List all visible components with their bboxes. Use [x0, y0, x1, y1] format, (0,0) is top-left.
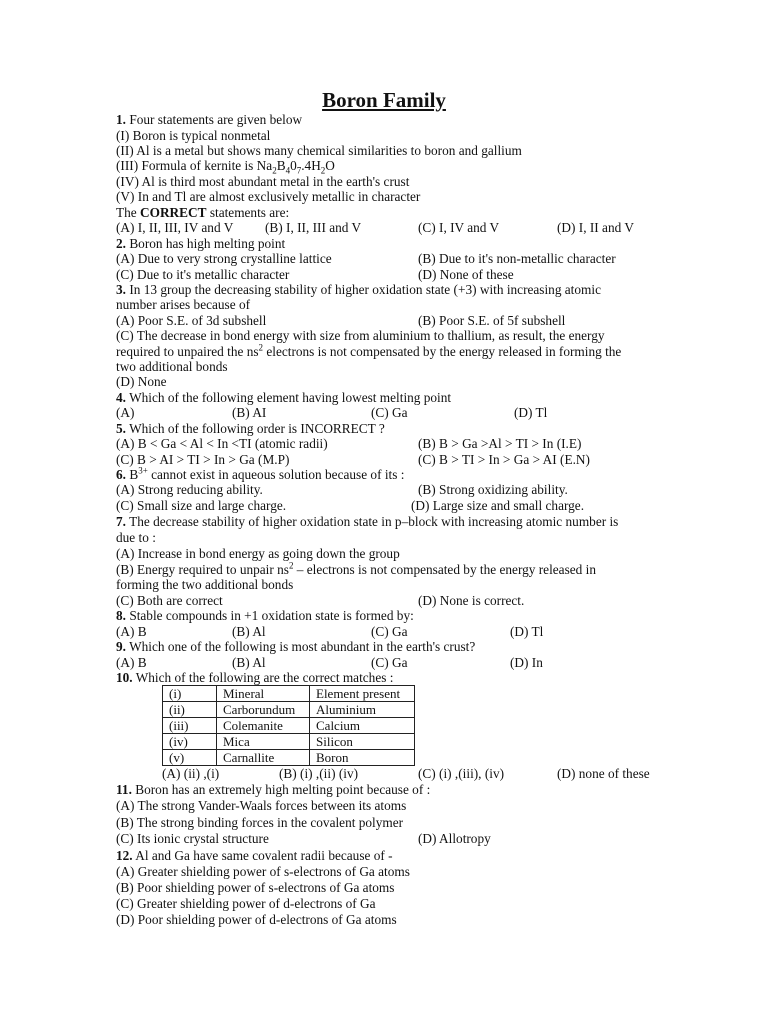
- option-a: (A) Increase in bond energy as going down the group: [116, 546, 400, 561]
- table-cell: Element present: [310, 686, 415, 702]
- question-1-ask: The CORRECT statements are:: [116, 205, 290, 220]
- table-cell: (i): [163, 686, 217, 702]
- option-a: (A): [116, 405, 135, 420]
- option-d: (D) Large size and small charge.: [411, 498, 585, 513]
- statement-5: (V) In and Tl are almost exclusively metallic in character: [116, 189, 421, 204]
- option-b: (B) Energy required to unpair $ns^2$ – electrons is not compensated by the energy released in: [116, 560, 596, 577]
- question-11-stem: 11. Boron has an extremely high melting point because of :: [116, 782, 431, 797]
- option-d: (D) In: [510, 655, 543, 670]
- question-8-stem: 8. Stable compounds in +1 oxidation state is formed by:: [116, 608, 414, 623]
- question-9-stem: 9. Which one of the following is most abundant in the earth's crust?: [116, 639, 476, 654]
- option-b: (B) Strong oxidizing ability.: [418, 482, 568, 497]
- option-c: (C) B > AI > TI > In > Ga (M.P): [116, 452, 290, 467]
- option-d: (D) Tl: [510, 624, 544, 639]
- option-b: (B) Poor S.E. of 5f subshell: [418, 313, 566, 328]
- question-4-stem: 4. Which of the following element having lowest melting point: [116, 390, 452, 405]
- option-a: (A) Greater shielding power of s-electrons of Ga atoms: [116, 864, 410, 879]
- table-row: [163, 702, 415, 718]
- option-b: (B) AI: [232, 405, 267, 420]
- question-1-stem: [116, 112, 302, 128]
- table-cell: Carborundum: [217, 702, 310, 718]
- question-2-stem: 2. Boron has high melting point: [116, 236, 286, 251]
- table-cell: (iii): [163, 718, 217, 734]
- option-a: (A) B: [116, 624, 147, 639]
- table-row: [163, 750, 415, 766]
- matching-table: [162, 685, 415, 766]
- page-title: Boron Family: [322, 88, 446, 112]
- option-a: (A) B: [116, 655, 147, 670]
- option-d: (D) Tl: [514, 405, 548, 420]
- option-c: (C) Ga: [371, 405, 408, 420]
- table-cell: Boron: [310, 750, 415, 766]
- table-cell: (iv): [163, 734, 217, 750]
- option-c: (C) Small size and large charge.: [116, 498, 287, 513]
- table-row: [163, 734, 415, 750]
- table-cell: (v): [163, 750, 217, 766]
- option-c: (C) I, IV and V: [418, 220, 500, 235]
- option-d: (D) Poor shielding power of d-electrons of Ga atoms: [116, 912, 397, 927]
- question-3-stem: 3. In 13 group the decreasing stability of higher oxidation state (+3) with increasing atomic: [116, 282, 601, 297]
- table-cell: Silicon: [310, 734, 415, 750]
- option-d: (D) None of these: [418, 267, 514, 282]
- question-5-stem: 5. Which of the following order is INCORRECT ?: [116, 421, 385, 436]
- question-text: Four statements are given below: [129, 112, 303, 127]
- option-b: (B) Al: [232, 624, 266, 639]
- statement-2: (II) Al is a metal but shows many chemical similarities to boron and gallium: [116, 143, 522, 158]
- option-b: (B) B > Ga >Al > TI > In (I.E): [418, 436, 582, 451]
- question-12-stem: 12. Al and Ga have same covalent radii because of -: [116, 848, 393, 863]
- question-7-stem: 7. The decrease stability of higher oxidation state in p–block with increasing atomic number is: [116, 514, 619, 529]
- question-number: 1.: [116, 112, 126, 127]
- option-a: (A) B < Ga < Al < In <TI (atomic radii): [116, 436, 328, 451]
- table-row: [163, 718, 415, 734]
- option-b: (B) (i) ,(ii) (iv): [279, 766, 359, 781]
- option-c: (C) Both are correct: [116, 593, 223, 608]
- table-cell: Mica: [217, 734, 310, 750]
- question-6-stem: 6. $B^{3+}$ cannot exist in aqueous solution because of its :: [116, 465, 405, 482]
- option-d: (D) I, II and V: [557, 220, 634, 235]
- table-cell: (ii): [163, 702, 217, 718]
- option-c-cont: required to unpaired the $ns^2$ electrons is not compensated by the energy released in forming the: [116, 342, 622, 359]
- option-b: (B) The strong binding forces in the covalent polymer: [116, 815, 404, 830]
- question-7-stem-cont: due to :: [116, 530, 156, 545]
- option-c: (C) (i) ,(iii), (iv): [418, 766, 505, 781]
- option-c-cont: two additional bonds: [116, 359, 228, 374]
- table-cell: Mineral: [217, 686, 310, 702]
- option-b-cont: forming the two additional bonds: [116, 577, 294, 592]
- option-c: (C) Its ionic crystal structure: [116, 831, 269, 846]
- option-b: (B) Due to it's non-metallic character: [418, 251, 616, 266]
- option-a: (A) Strong reducing ability.: [116, 482, 263, 497]
- option-c: (C) The decrease in bond energy with size from aluminium to thallium, as result, the energy: [116, 328, 605, 343]
- option-d: (D) None: [116, 374, 167, 389]
- option-d: (D) none of these: [557, 766, 650, 781]
- option-c: (C) Ga: [371, 624, 408, 639]
- table-row: [163, 686, 415, 702]
- option-c: (C) Greater shielding power of d-electrons of Ga: [116, 896, 376, 911]
- option-a: (A) (ii) ,(i): [162, 766, 220, 781]
- table-cell: Calcium: [310, 718, 415, 734]
- question-10-stem: 10. Which of the following are the correct matches :: [116, 670, 394, 685]
- table-cell: Carnallite: [217, 750, 310, 766]
- table-cell: Aluminium: [310, 702, 415, 718]
- statement-1: (I) Boron is typical nonmetal: [116, 128, 271, 143]
- option-a: (A) Due to very strong crystalline lattice: [116, 251, 332, 266]
- option-d: (D) Allotropy: [418, 831, 491, 846]
- statement-4: (IV) Al is third most abundant metal in the earth's crust: [116, 174, 410, 189]
- option-b: (B) Poor shielding power of s-electrons of Ga atoms: [116, 880, 395, 895]
- statement-3: (III) Formula of kernite is $Na_2B_40_7.4H_2O$: [116, 158, 335, 176]
- option-d: (C) B > TI > In > Ga > AI (E.N): [418, 452, 590, 467]
- option-c: (C) Due to it's metallic character: [116, 267, 290, 282]
- option-b: (B) Al: [232, 655, 266, 670]
- option-b: (B) I, II, III and V: [265, 220, 362, 235]
- option-a: (A) I, II, III, IV and V: [116, 220, 234, 235]
- option-a: (A) The strong Vander-Waals forces between its atoms: [116, 798, 407, 813]
- option-c: (C) Ga: [371, 655, 408, 670]
- option-a: (A) Poor S.E. of 3d subshell: [116, 313, 267, 328]
- table-cell: Colemanite: [217, 718, 310, 734]
- question-3-stem-cont: number arises because of: [116, 297, 251, 312]
- option-d: (D) None is correct.: [418, 593, 525, 608]
